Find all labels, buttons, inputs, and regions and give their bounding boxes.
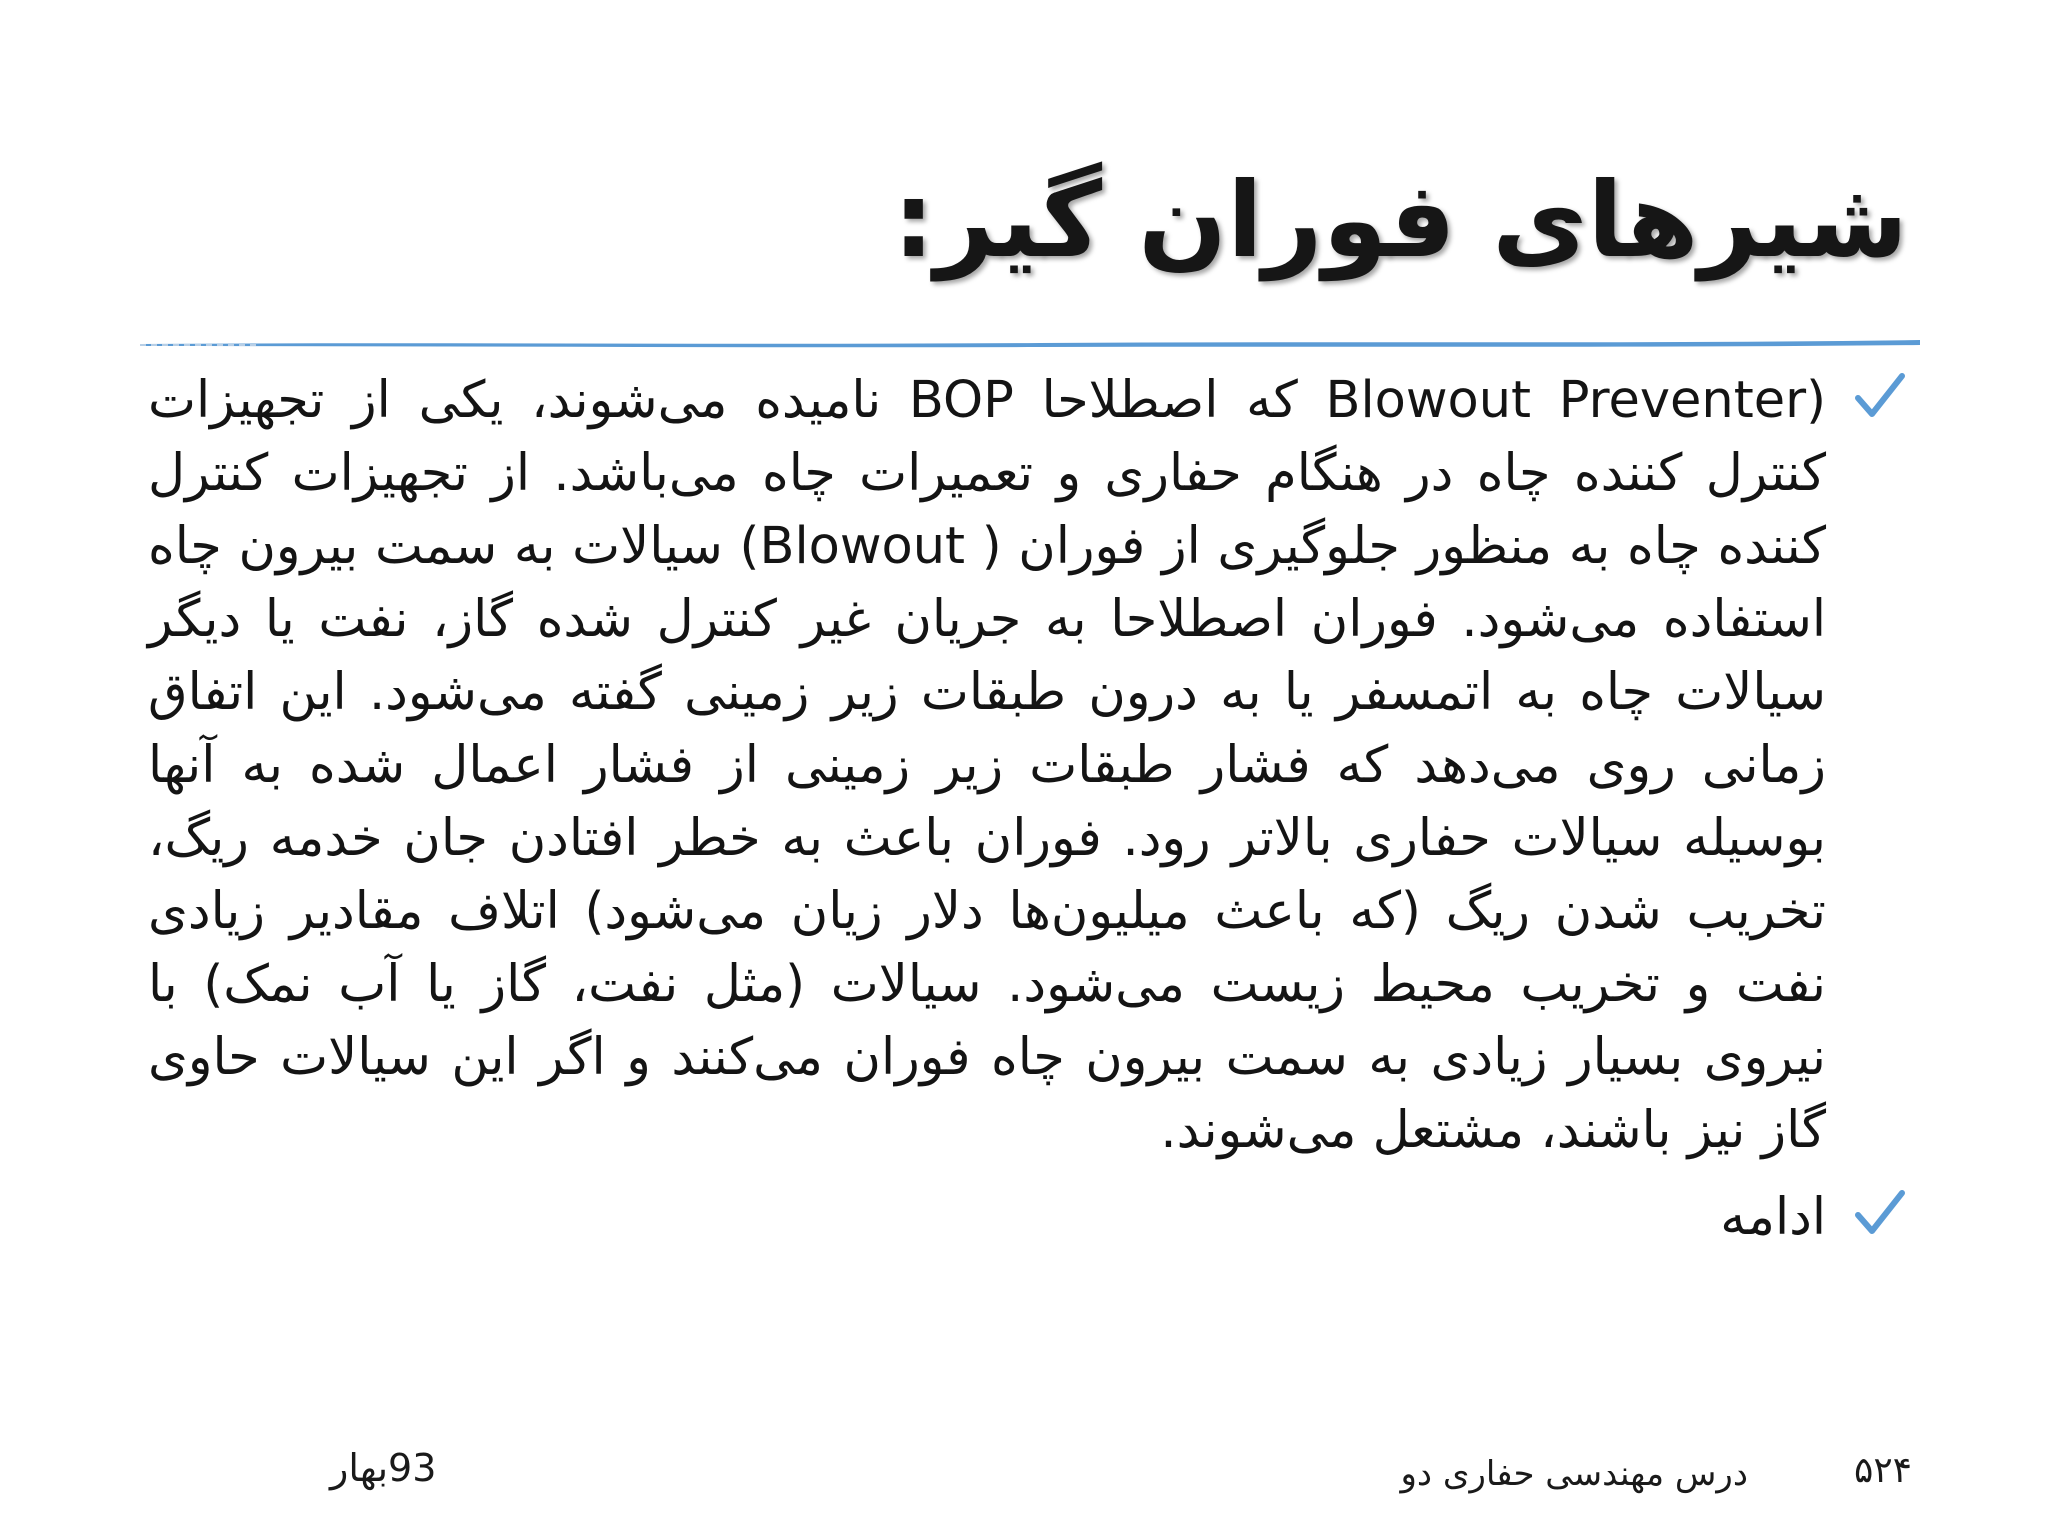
footer-course-name: درس مهندسی حفاری دو: [1400, 1454, 1748, 1494]
slide-title: شیرهای فوران گیر:: [892, 159, 1908, 281]
bullet-item: [148, 1181, 1908, 1254]
title-divider: [140, 336, 1920, 350]
footer-term: 93بهار: [330, 1446, 437, 1490]
checkmark-icon: [1852, 368, 1908, 428]
page-number: ۵۲۴: [1853, 1450, 1912, 1491]
bullet-text: ادامه: [1720, 1188, 1826, 1247]
slide-content: [148, 364, 1908, 1254]
bullet-item: [148, 364, 1908, 1167]
slide-footer: [0, 1440, 2048, 1510]
checkmark-icon: [1852, 1185, 1908, 1245]
bullet-text: (Blowout Preventer که اصطلاحا BOP نامیده می‌شوند، یکی از تجهیزات کنترل کننده چاه در هنگام حفاری و تعمیرات چاه می‌باشد. از تجهیزات کنترل کننده چاه به منظور جلوگیری از فوران ( Blowout) سیالات به سمت بیرون چاه استفاده می‌شود. فوران اصطلاحا به جریان غیر کنترل شده گاز، نفت یا دیگر سیالات چاه به اتمسفر یا به درون طبقات زیر زمینی گفته می‌شود. این اتفاق زمانی روی می‌دهد که فشار طبقات زیر زمینی از فشار اعمال شده به آنها بوسیله سیالات حفاری بالاتر رود. فوران باعث به خطر افتادن جان خدمه ریگ، تخریب شدن ریگ (که باعث میلیون‌ها دلار زیان می‌شود) اتلاف مقادیر زیادی نفت و تخریب محیط زیست می‌شود. سیالات (مثل نفت، گاز یا آب نمک) با نیروی بسیار زیادی به سمت بیرون چاه فوران می‌کنند و اگر این سیالات حاوی گاز نیز باشند، مشتعل می‌شوند.: [148, 371, 1826, 1160]
